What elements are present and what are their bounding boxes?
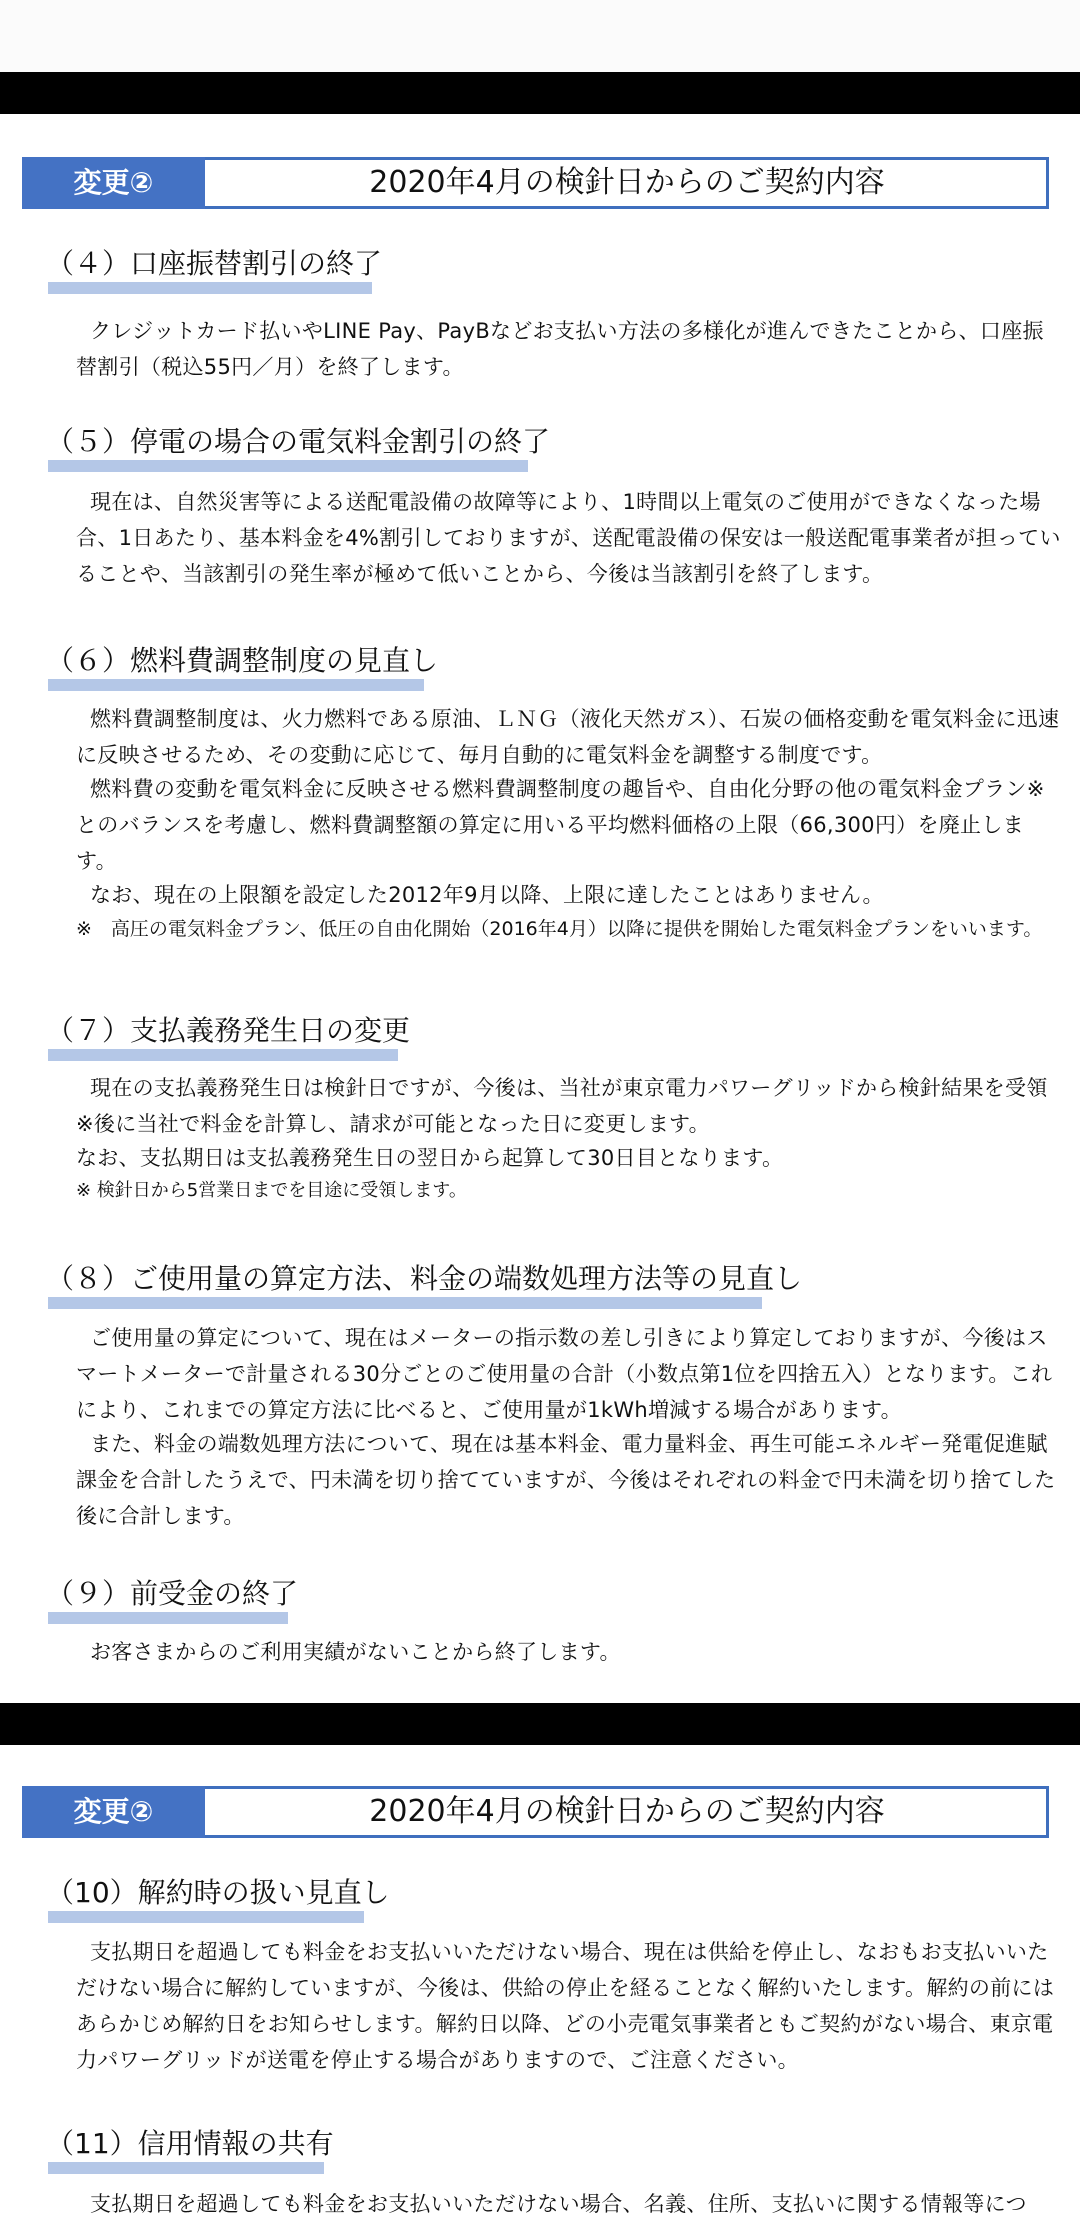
- page-divider: [0, 1703, 1080, 1745]
- section-heading: （７）支払義務発生日の変更: [46, 1011, 410, 1055]
- paragraph: なお、現在の上限額を設定した2012年9月以降、上限に達したことはありません。: [90, 883, 884, 907]
- heading-underline: [48, 1911, 364, 1923]
- heading-underline: [48, 1612, 288, 1624]
- paragraph: また、料金の端数処理方法について、現在は基本料金、電力量料金、再生可能エネルギー発電促進賦課金を合計したうえで、円未満を切り捨てていますが、今後はそれぞれの料金で円未満を切り捨てした後に合計します。: [76, 1432, 1056, 1528]
- heading-underline: [48, 1049, 398, 1061]
- paragraph: 燃料費の変動を電気料金に反映させる燃料費調整制度の趣旨や、自由化分野の他の電気料金プラン※とのバランスを考慮し、燃料費調整額の算定に用いる平均燃料価格の上限（66,300円）を廃止します。: [76, 777, 1045, 873]
- section-heading: （９）前受金の終了: [46, 1574, 298, 1618]
- section-banner: [22, 1786, 1049, 1838]
- paragraph: 現在の支払義務発生日は検針日ですが、今後は、当社が東京電力パワーグリッドから検針結果を受領※後に当社で料金を計算し、請求が可能となった日に変更します。: [76, 1076, 1048, 1136]
- heading-underline: [48, 460, 528, 472]
- heading-underline: [48, 2162, 324, 2174]
- heading-underline: [48, 679, 424, 691]
- section-heading: （11）信用情報の共有: [46, 2124, 334, 2168]
- section-heading: （５）停電の場合の電気料金割引の終了: [46, 422, 550, 466]
- paragraph: 現在は、自然災害等による送配電設備の故障等により、1時間以上電気のご使用ができなくなった場合、1日あたり、基本料金を4%割引しておりますが、送配電設備の保安は一般送配電事業者が担っていることや、当該割引の発生率が極めて低いことから、今後は当該割引を終了します。: [76, 490, 1061, 586]
- paragraph: 燃料費調整制度は、火力燃料である原油、ＬＮＧ（液化天然ガス）、石炭の価格変動を電気料金に迅速に反映させるため、その変動に応じて、毎月自動的に電気料金を調整する制度です。: [76, 707, 1060, 767]
- banner-tag: 変更②: [22, 157, 205, 209]
- paragraph: 支払期日を超過しても料金をお支払いいただけない場合、現在は供給を停止し、なおもお支払いいただけない場合に解約していますが、今後は、供給の停止を経ることなく解約いたします。解約の前にはあらかじめ解約日をお知らせします。解約日以降、どの小売電気事業者ともご契約がない場合、東京電力パワーグリッドが送電を停止する場合がありますので、ご注意ください。: [76, 1940, 1055, 2072]
- paragraph: なお、支払期日は支払義務発生日の翌日から起算して30日目となります。: [76, 1146, 784, 1170]
- paragraph: お客さまからのご利用実績がないことから終了します。: [90, 1640, 621, 1664]
- footnote: ※ 高圧の電気料金プラン、低圧の自由化開始（2016年4月）以降に提供を開始した電気料金プランをいいます。: [76, 918, 1043, 940]
- paragraph: クレジットカード払いやLINE Pay、PayBなどお支払い方法の多様化が進んできたことから、口座振替割引（税込55円／月）を終了します。: [76, 319, 1044, 379]
- section-heading: （６）燃料費調整制度の見直し: [46, 641, 438, 685]
- heading-underline: [48, 282, 372, 294]
- banner-title: 2020年4月の検針日からのご契約内容: [369, 165, 885, 200]
- paragraph: 支払期日を超過しても料金をお支払いいただけない場合、名義、住所、支払いに関する情報等につ: [90, 2192, 1027, 2216]
- top-bar: [0, 0, 1080, 73]
- banner-tag: 変更②: [22, 1786, 205, 1838]
- section-banner: [22, 157, 1049, 209]
- section-heading: （10）解約時の扱い見直し: [46, 1873, 390, 1917]
- paragraph: ご使用量の算定について、現在はメーターの指示数の差し引きにより算定しておりますが、今後はスマートメーターで計量される30分ごとのご使用量の合計（小数点第1位を四捨五入）となります。これにより、これまでの算定方法に比べると、ご使用量が1kWh増減する場合があります。: [76, 1326, 1053, 1422]
- section-heading: （８）ご使用量の算定方法、料金の端数処理方法等の見直し: [46, 1259, 802, 1303]
- page-divider: [0, 72, 1080, 114]
- section-heading: （４）口座振替割引の終了: [46, 244, 382, 288]
- heading-underline: [48, 1297, 762, 1309]
- banner-title: 2020年4月の検針日からのご契約内容: [369, 1794, 885, 1829]
- footnote: ※ 検針日から5営業日までを目途に受領します。: [76, 1180, 467, 1201]
